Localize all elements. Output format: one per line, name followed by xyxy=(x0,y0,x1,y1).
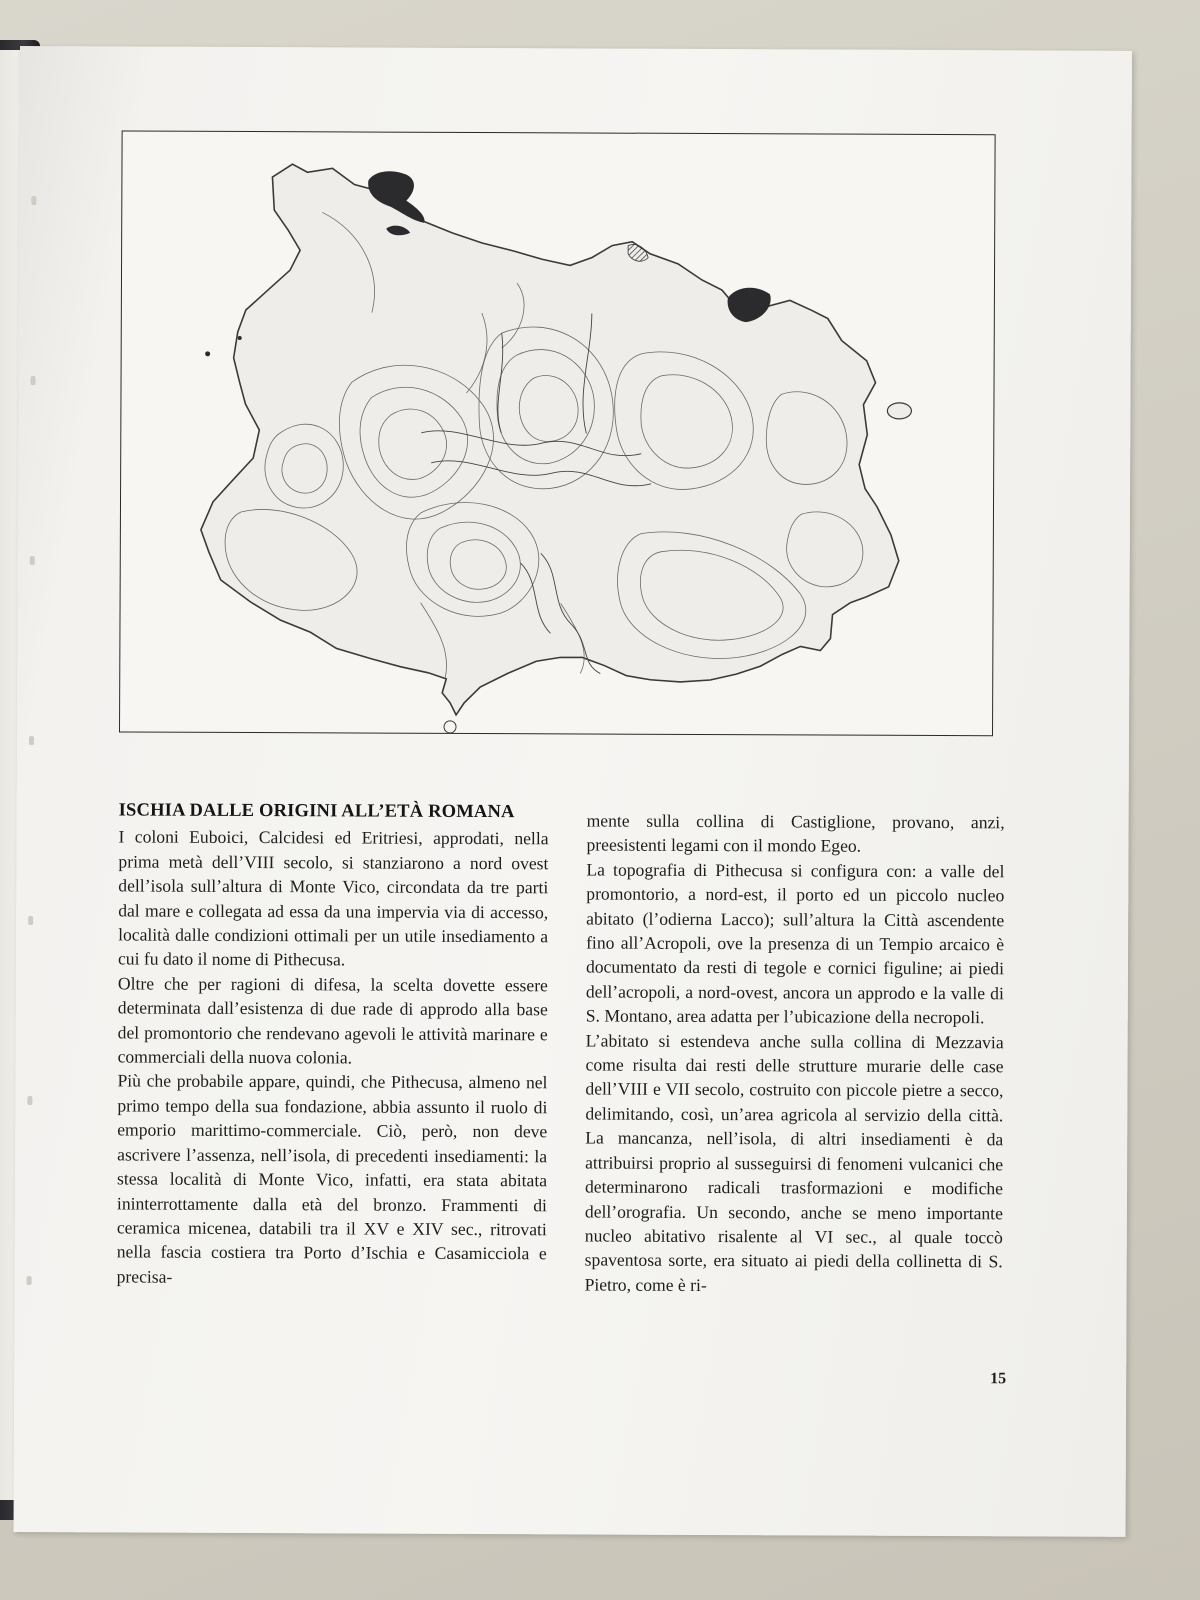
islet xyxy=(887,403,911,419)
island-outline xyxy=(200,164,900,717)
binding-hole xyxy=(31,376,36,385)
page-number: 15 xyxy=(990,1370,1007,1388)
text-column-right xyxy=(585,808,1005,1298)
binding-hole xyxy=(27,1276,32,1285)
paragraph: Più che probabile appare, quindi, che Pithecusa, almeno nel primo tempo della sua fondazione, abbia assunto il ruolo di emporio marittimo-commerciale. Ciò, però, non deve ascrivere l’assenza, nell’isola, di precedenti insediamenti: la stessa località di Monte Vico, infatti, era stata abitata ininterrottamente dalla età del bronzo. Frammenti di ceramica micenea, databili tra il XV e XIV sec., ritrovati nella fascia costiera tra Porto d’Ischia e Casamicciola e precisa- xyxy=(116,1070,548,1287)
islet xyxy=(444,721,456,733)
paragraph: L’abitato si estendeva anche sulla collina di Mezzavia come risulta dai resti delle strutture murarie delle case dell’VIII e VII secolo, costruito con piccole pietre a secco, delimitando, così, un’area agricola al servizio della città. La mancanza, nell’isola, di altri insediamenti è da attribuirsi proprio al susseguirsi di fenomeni vulcanici che determinarono radicali trasformazioni e modifiche dell’orografia. Un secondo, anche se meno importante nucleo abitativo risalente al VI sec., al quale toccò spaventosa sorte, era situato ai piedi della collinetta di S. Pietro, come è ri- xyxy=(584,1030,1004,1295)
ischia-island-topographic-map-icon xyxy=(120,131,995,735)
binding-hole xyxy=(27,1096,32,1105)
binding-hole xyxy=(29,736,34,745)
text-column-left xyxy=(117,798,549,1290)
binding-hole xyxy=(31,196,36,205)
section-heading: ISCHIA DALLE ORIGINI ALL’ETÀ ROMANA xyxy=(118,800,515,823)
paragraph: mente sulla collina di Castiglione, provano, anzi, preesistenti legami con il mondo Egeo. xyxy=(586,810,1005,857)
binding-hole xyxy=(28,916,33,925)
paragraph: Oltre che per ragioni di difesa, la scelta dovette essere determinata dall’esistenza di due rade di approdo alla base del promontorio che rendevano agevoli le attività marinare e commerciali della nuova colonia. xyxy=(117,973,548,1068)
paragraph: I coloni Euboici, Calcidesi ed Eritriesi, approdati, nella prima metà dell’VIII secolo, si stanziarono a nord ovest dell’isola sull’altura di Monte Vico, circondata da tre parti dal mare e collegata ad essa da una impervia via di accesso, località dalle condizioni ottimali per un utile insediamento a cui fu dato il nome di Pithecusa. xyxy=(117,826,549,970)
map-figure xyxy=(119,130,996,736)
book-page xyxy=(14,46,1132,1537)
islet-dot xyxy=(205,351,210,356)
binding-hole xyxy=(30,556,35,565)
islet-dot xyxy=(238,336,242,340)
paragraph: La topografia di Pithecusa si configura con: a valle del promontorio, a nord-est, il porto ed un piccolo nucleo abitato (l’odierna Lacco); sull’altura la Città ascendente fino all’Acropoli, ove la presenza di un Tempio arcaico è documentato da resti di tegole e cornici figuline; ai piedi dell’acropoli, a nord-ovest, ancora un approdo e la valle di S. Montano, area adatta per l’ubicazione della necropoli. xyxy=(585,859,1005,1028)
